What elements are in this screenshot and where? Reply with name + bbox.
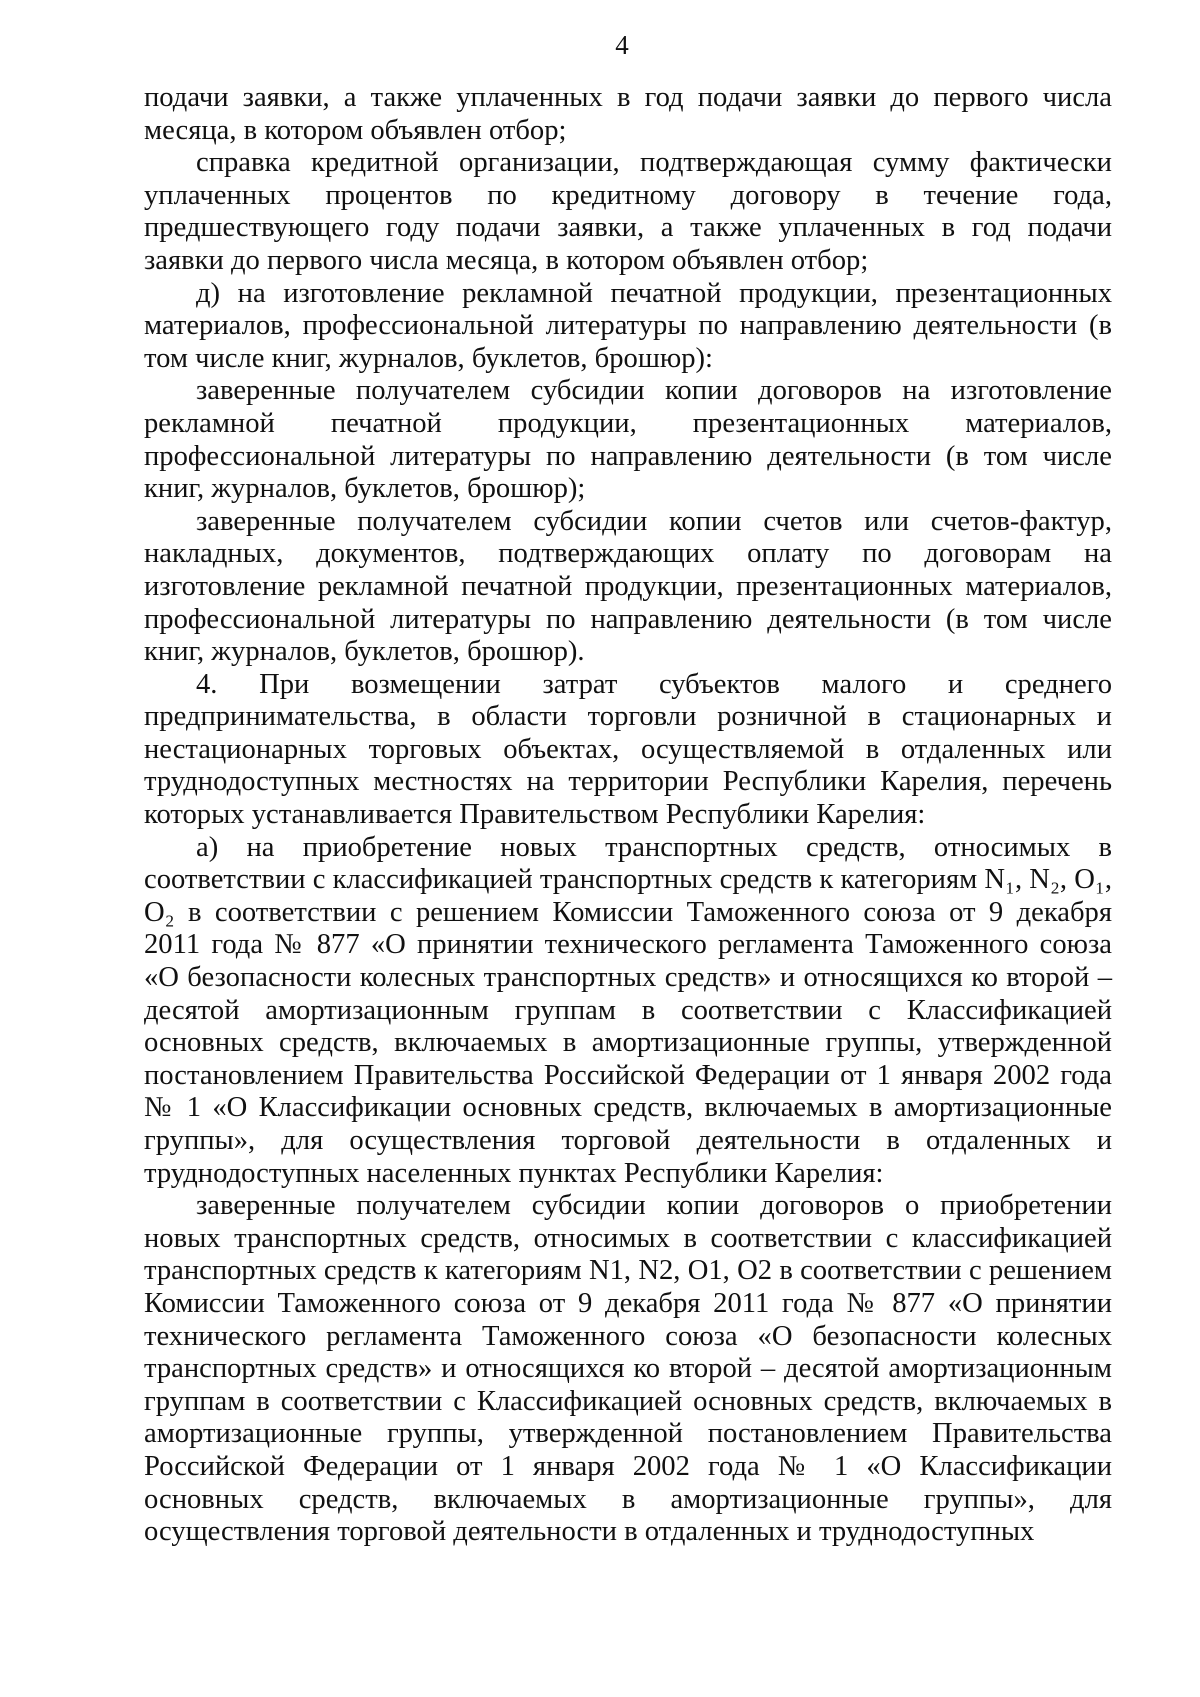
paragraph-item-d: д) на изготовление рекламной печатной продукции, презентационных материалов, профессиональной литературы по направлению деятельности (в том числе книг, журналов, буклетов, брошюр): bbox=[144, 277, 1112, 374]
paragraph-continuation: подачи заявки, а также уплаченных в год подачи заявки до первого числа месяца, в котором объявлен отбор; bbox=[144, 82, 1112, 146]
page-number: 4 bbox=[615, 30, 629, 60]
document-body bbox=[144, 82, 1112, 1549]
paragraph-item-a: а) на приобретение новых транспортных средств, относимых в соответствии с классификацией транспортных средств к категориям N₁, N₂, O₁, O₂ в соответствии с решением Комиссии Таможенного союза от 9 декабря 2011 года № 877 «О принятии технического регламента Таможенного союза «О безопасности колесных транспортных средств» и относящихся ко второй – десятой амортизационным группам в соответствии с Классификацией основных средств, включаемых в амортизационные группы, утвержденной постановлением Правительства Российской Федерации от 1 января 2002 года № 1 «О Классификации основных средств, включаемых в амортизационные группы», для осуществления торговой деятельности в отдаленных и труднодоступных населенных пунктах Республики Карелия: bbox=[144, 831, 1112, 1189]
paragraph-invoice-copies: заверенные получателем субсидии копии счетов или счетов-фактур, накладных, документов, подтверждающих оплату по договорам на изготовление рекламной печатной продукции, презентационных материалов, профессиональной литературы по направлению деятельности (в том числе книг, журналов, буклетов, брошюр). bbox=[144, 505, 1112, 668]
paragraph-bank-statement: справка кредитной организации, подтверждающая сумму фактически уплаченных процентов по кредитному договору в течение года, предшествующего году подачи заявки, а также уплаченных в год подачи заявки до первого числа месяца, в котором объявлен отбор; bbox=[144, 147, 1112, 276]
paragraph-section-4: 4. При возмещении затрат субъектов малого и среднего предпринимательства, в области торговли розничной в стационарных и нестационарных торговых объектах, осуществляемой в отдаленных или труднодоступных местностях на территории Республики Карелия, перечень которых устанавливается Правительством Республики Карелия: bbox=[144, 668, 1112, 831]
paragraph-vehicle-contracts: заверенные получателем субсидии копии договоров о приобретении новых транспортных средств, относимых в соответствии с классификацией транспортных средств к категориям N1, N2, O1, O2 в соответствии с решением Комиссии Таможенного союза от 9 декабря 2011 года № 877 «О принятии технического регламента Таможенного союза «О безопасности колесных транспортных средств» и относящихся ко второй – десятой амортизационным группам в соответствии с Классификацией основных средств, включаемых в амортизационные группы, утвержденной постановлением Правительства Российской Федерации от 1 января 2002 года № 1 «О Классификации основных средств, включаемых в амортизационные группы», для осуществления торговой деятельности в отдаленных и труднодоступных bbox=[144, 1190, 1112, 1548]
paragraph-contract-copies: заверенные получателем субсидии копии договоров на изготовление рекламной печатной продукции, презентационных материалов, профессиональной литературы по направлению деятельности (в том числе книг, журналов, буклетов, брошюр); bbox=[144, 375, 1112, 505]
